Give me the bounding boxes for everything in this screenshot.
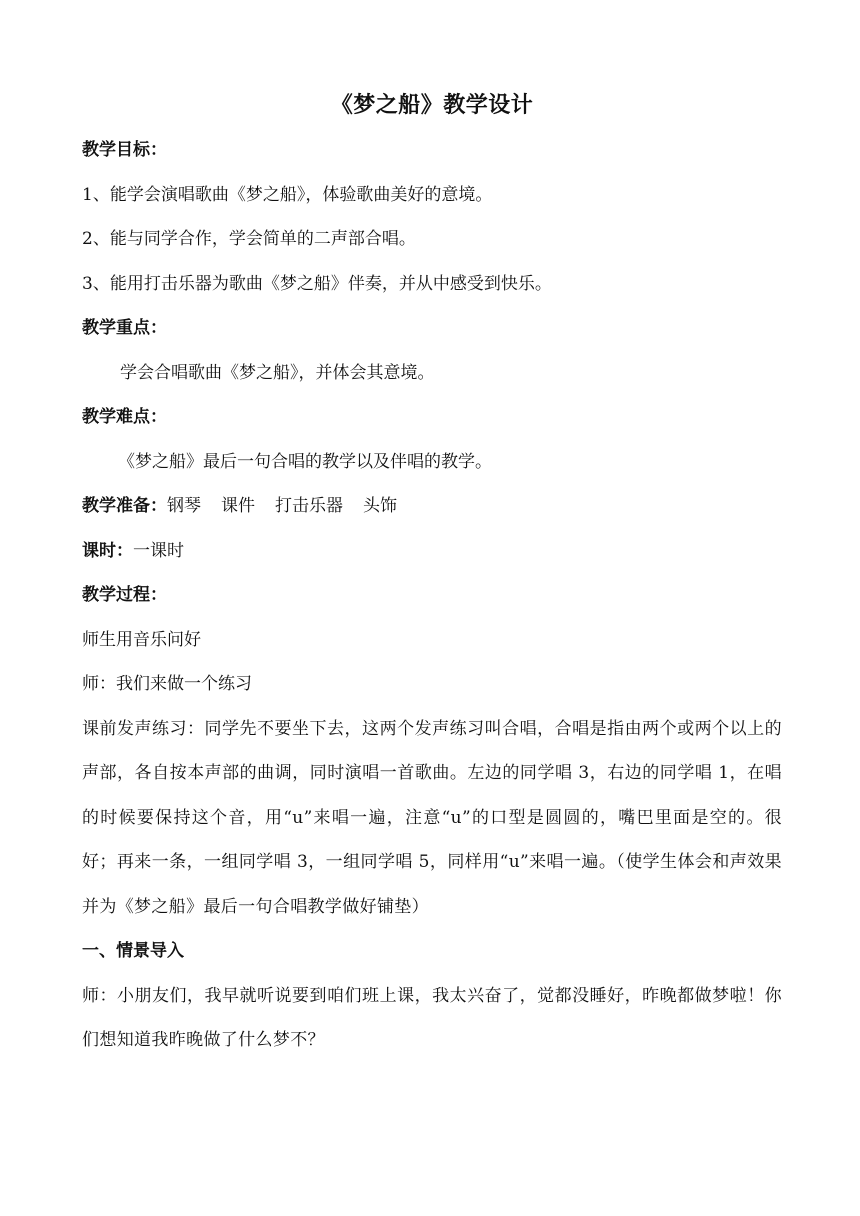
preparation-item: 打击乐器	[275, 496, 343, 516]
objective-item-3: 3、能用打击乐器为歌曲《梦之船》伴奏，并从中感受到快乐。	[82, 273, 552, 294]
duration-label: 课时：	[82, 540, 133, 561]
document-title: 《梦之船》教学设计	[330, 93, 534, 118]
objective-item-1: 1、能学会演唱歌曲《梦之船》，体验歌曲美好的意境。	[82, 184, 493, 205]
preparation-label: 教学准备：	[82, 496, 167, 516]
difficulties-text: 《梦之船》最后一句合唱的教学以及伴唱的教学。	[118, 451, 492, 472]
preparation-line	[82, 484, 782, 529]
difficulties-heading: 教学难点：	[82, 407, 167, 427]
objective-item-2: 2、能与同学合作，学会简单的二声部合唱。	[82, 229, 416, 249]
section-one-heading: 一、情景导入	[82, 941, 184, 961]
key-points-text: 学会合唱歌曲《梦之船》，并体会其意境。	[120, 362, 435, 383]
duration-value: 一课时	[133, 540, 184, 561]
key-points-heading: 教学重点：	[82, 318, 167, 338]
document-page	[82, 84, 782, 1063]
process-heading: 教学过程：	[82, 585, 167, 605]
preparation-item: 钢琴	[167, 496, 201, 516]
warmup-paragraph: 课前发声练习：同学先不要坐下去，这两个发声练习叫合唱，合唱是指由两个或两个以上的声部，各自按本声部的曲调，同时演唱一首歌曲。左边的同学唱 3，右边的同学唱 1，在唱的时候要保持这个音，用“u”来唱一遍，注意“u”的口型是圆圆的，嘴巴里面是空的。很好；再来一条，一组同学唱 3，一组同学唱 5，同样用“u”来唱一遍。（使学生体会和声效果并为《梦之船》最后一句合唱教学做好铺垫）	[82, 718, 782, 917]
duration-line	[82, 529, 782, 574]
preparation-item: 头饰	[363, 496, 397, 516]
section-one-paragraph: 师：小朋友们，我早就听说要到咱们班上课，我太兴奋了，觉都没睡好，昨晚都做梦啦！你们想知道我昨晚做了什么梦不？	[82, 985, 782, 1050]
process-line-1: 师生用音乐问好	[82, 629, 201, 650]
process-line-2: 师：我们来做一个练习	[82, 674, 252, 694]
preparation-item: 课件	[221, 496, 255, 516]
objectives-heading: 教学目标：	[82, 140, 167, 160]
